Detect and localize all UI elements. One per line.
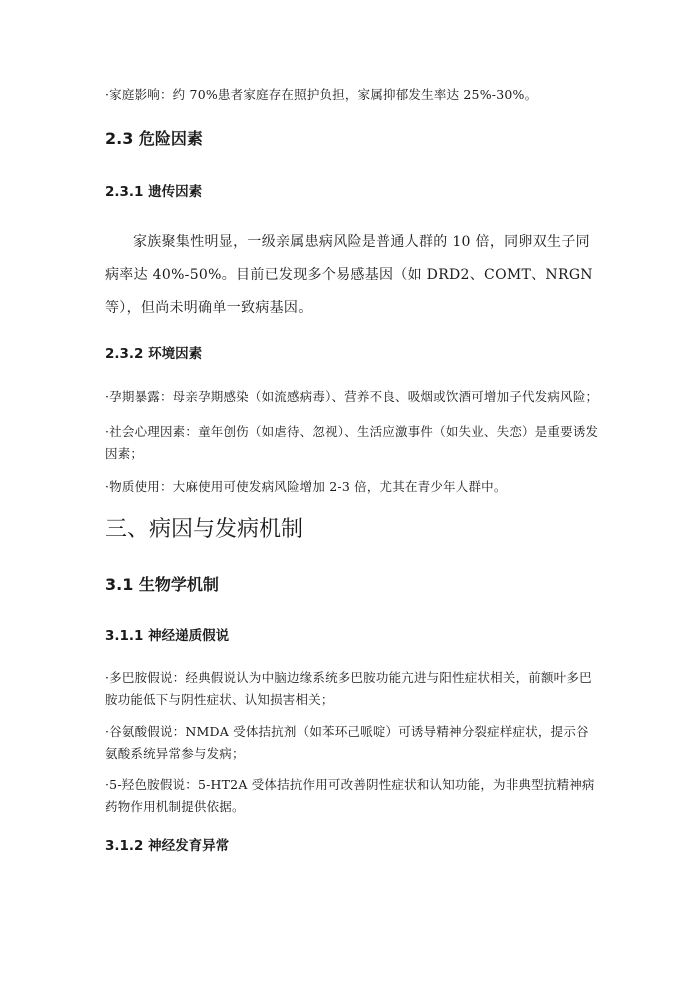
heading-3-1-biological: 3.1 生物学机制	[105, 575, 219, 594]
heading-3-1-1-neurotransmitter: 3.1.1 神经递质假说	[105, 628, 230, 644]
bullet-psychosocial: ·社会心理因素：童年创伤（如虐待、忽视）、生活应激事件（如失业、失恋）是重要诱发因素；	[105, 424, 599, 461]
heading-2-3-risk-factors: 2.3 危险因素	[105, 129, 203, 148]
heading-2-3-1-genetic: 2.3.1 遗传因素	[105, 184, 203, 200]
bullet-family-impact: ·家庭影响：约 70%患者家庭存在照护负担，家属抑郁发生率达 25%-30%。	[105, 87, 538, 102]
heading-2-3-2-environmental: 2.3.2 环境因素	[105, 346, 203, 362]
bullet-dopamine: ·多巴胺假说：经典假说认为中脑边缘系统多巴胺功能亢进与阳性症状相关，前额叶多巴胺功能低下与阴性症状、认知损害相关；	[105, 670, 592, 707]
bullet-prenatal-exposure: ·孕期暴露：母亲孕期感染（如流感病毒）、营养不良、吸烟或饮酒可增加子代发病风险；	[105, 389, 599, 404]
heading-chapter-3: 三、病因与发病机制	[105, 517, 304, 542]
bullet-substance-use: ·物质使用：大麻使用可使发病风险增加 2-3 倍，尤其在青少年人群中。	[105, 479, 507, 494]
heading-3-1-2-neurodevelopment: 3.1.2 神经发育异常	[105, 838, 230, 854]
bullet-glutamate: ·谷氨酸假说：NMDA 受体拮抗剂（如苯环己哌啶）可诱导精神分裂症样症状，提示谷氨酸系统异常参与发病；	[105, 724, 589, 761]
paragraph-genetic-factors: 家族聚集性明显，一级亲属患病风险是普通人群的 10 倍，同卵双生子同病率达 40%-50%。目前已发现多个易感基因（如 DRD2、COMT、NRGN 等），但尚未明确单一致病基因。	[105, 234, 593, 316]
bullet-serotonin: ·5-羟色胺假说：5-HT2A 受体拮抗作用可改善阴性症状和认知功能，为非典型抗精神病药物作用机制提供依据。	[105, 777, 595, 814]
